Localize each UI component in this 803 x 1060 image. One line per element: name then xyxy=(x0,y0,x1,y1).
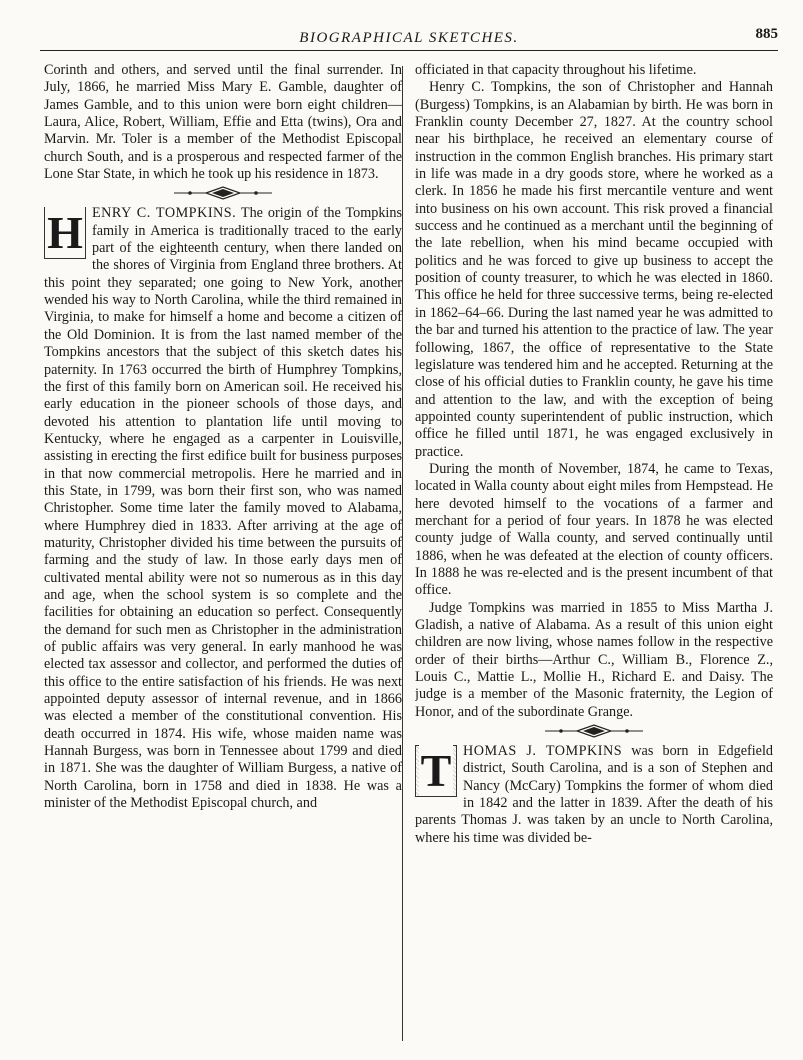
thomas-lead-name: HOMAS J. TOMPKINS xyxy=(463,743,623,760)
left-column xyxy=(44,62,402,1047)
henry-tompkins-bio xyxy=(44,205,402,812)
dropcap-h: H xyxy=(44,207,86,259)
running-head: BIOGRAPHICAL SKETCHES. xyxy=(299,30,519,46)
section-ornament xyxy=(168,186,278,200)
thomas-tompkins-bio xyxy=(415,743,773,847)
toler-bio-continued: Corinth and others, and served until the final surrender. In July, 1866, he married Miss Mary E. Gamble, daughter of James Gamble, and to this union were born eight children—Laura, Alice, Robert, William, Effie and Etta (twins), Ora and Marvin. Mr. Toler is a member of the Methodist Episcopal church South, and is a prosperous and respected farmer of the Lone Star State, in which he took up his residence in 1873. xyxy=(44,62,402,183)
section-ornament xyxy=(539,724,649,738)
henry-lead-name: ENRY C. TOMPKINS. xyxy=(92,205,237,222)
henry-c-tompkins-paragraph: Henry C. Tompkins, the son of Christopher and Hannah (Burgess) Tompkins, is an Alabamian by birth. He was born in Franklin county December 27, 1827. At the country school near his birthplace, he received an elementary course of instruction in the common English branches. His primary start in life was made in a dry goods store, where he worked as a clerk. In 1856 he made his first mercantile venture and went into business on his own account. This risk proved a financial success and he continued as a merchant until the beginning of the late rebellion, when his mind became occupied with politics and he was forced to give up business to accept the position of county treasurer, to which he was elected in 1860. This office he held for three successive terms, being re-elected in 1862–64–66. During the last named year he was admitted to the bar and turned his attention to the practice of law. The year following, 1867, the office of representative to the State legislature was tendered him and he accepted. Returning at the close of his official duties to Franklin county, he gave his time and attention to the law, and with the exception of being appointed county superintendent of public instruction, which office he filled until 1871, he was engaged exclusively in practice. xyxy=(415,79,773,460)
henry-bio-text: The origin of the Tompkins family in America is traditionally traced to the early part of the eighteenth century, when there landed on the shores of Virginia from England three brothers. At this point they separated; one going to New York, another wended his way to North Carolina, while the third remained in Virginia, to make for himself a home and become a citizen of the Old Dominion. It is from the last named member of the Tompkins ancestors that the subject of this sketch dates his paternity. In 1763 occurred the birth of Humphrey Tompkins, the first of this family born on American soil. He received his early education in the pioneer schools of those days, and devoted his attention to plantation life until moving to Kentucky, where he engaged as a carpenter in Louisville, assisting in erecting the first edifice built for business purposes in that now commercial metropolis. Here he married and in this State, in 1799, was born their first son, who was named Christopher. Some time later the family moved to Alabama, where Humphrey died in 1833. After arriving at the age of maturity, Christopher divided his time between the pursuits of farming and the study of law. In those early days men of cultivated mental ability were not so numerous as in this day and age, when the school system is so complete and the facilities for obtaining an education so perfect. Consequently the demand for such men as Christopher in the administration of public affairs was very general. In early manhood he was elected tax assessor and collector, and performed the duties of this office to the entire satisfaction of his friends. He was next appointed deputy assessor of internal revenue, and in 1866 was elected a member of the constitutional convention. His death occurred in 1874. His wife, whose maiden name was Hannah Burgess, was born in Tennessee about 1799 and died in 1871. She was the daughter of William Burgess, a native of North Carolina, born in 1758 and died in 1838. He was a minister of the Methodist Episcopal church, and xyxy=(44,205,402,812)
page-header xyxy=(40,26,778,51)
column-divider xyxy=(402,66,403,1041)
right-column xyxy=(415,62,773,1047)
dropcap-t: T xyxy=(415,745,457,797)
texas-paragraph: During the month of November, 1874, he came to Texas, located in Walla county about eight miles from Hempstead. He here devoted himself to the vocations of a farmer and merchant for a period of four years. In 1878 he was elected county judge of Walla county, and served continually until 1886, when he was defeated at the election of county officers. In 1888 he was re-elected and is the present incumbent of that office. xyxy=(415,460,773,599)
henry-bio-continued: officiated in that capacity throughout his lifetime. xyxy=(415,62,697,78)
thomas-bio-text: was born in Edgefield district, South Carolina, and is a son of Stephen and Nancy (McCary) Tompkins the former of whom died in 1842 and the latter in 1839. After the death of his parents Thomas J. was taken by an uncle to North Carolina, where his time was divided be- xyxy=(415,743,773,846)
marriage-paragraph: Judge Tompkins was married in 1855 to Miss Martha J. Gladish, a native of Alabama. As a result of this union eight children are now living, whose names follow in the respective order of their births—Arthur C., William B., Florence Z., Louis C., Mattie L., Mollie H., Richard E. and Daisy. The judge is a member of the Masonic fraternity, the Legion of Honor, and of the subordinate Grange. xyxy=(415,599,773,720)
page-number: 885 xyxy=(755,26,778,42)
